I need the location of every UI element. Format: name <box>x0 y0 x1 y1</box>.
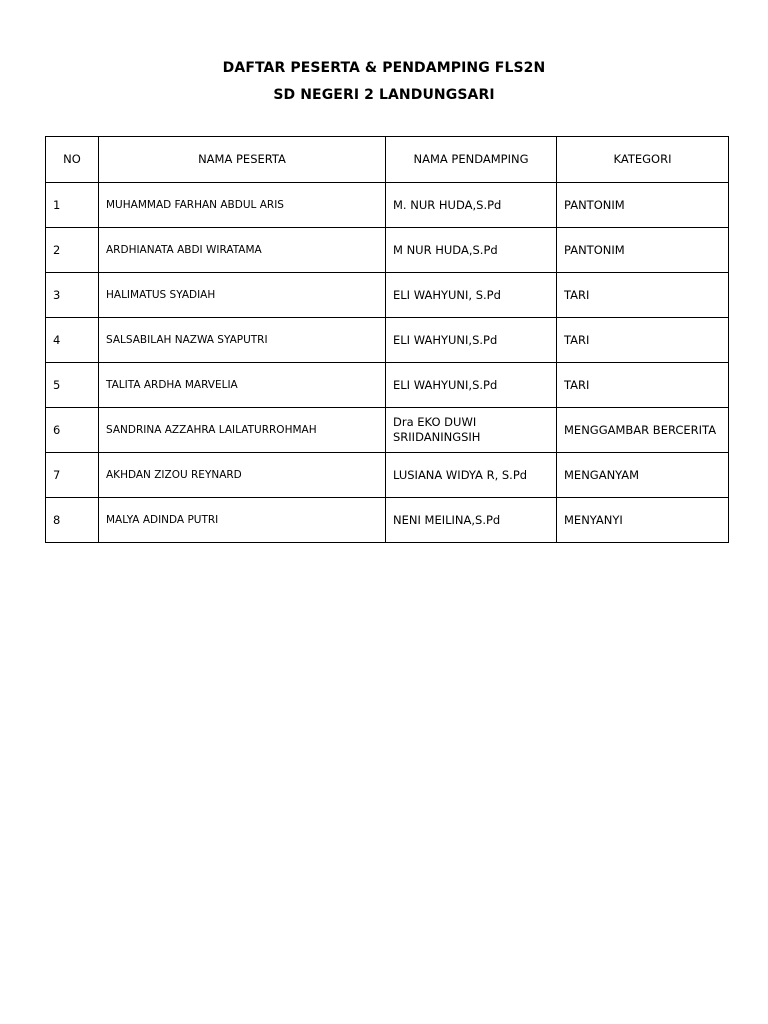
column-header-nama-pendamping: NAMA PENDAMPING <box>386 137 557 183</box>
cell-no: 1 <box>46 183 99 228</box>
cell-nama-pendamping: ELI WAHYUNI,S.Pd <box>386 363 557 408</box>
table-row <box>46 318 729 363</box>
cell-nama-peserta: TALITA ARDHA MARVELIA <box>99 363 386 408</box>
cell-kategori: MENGANYAM <box>557 453 729 498</box>
table-row <box>46 453 729 498</box>
cell-nama-pendamping: M. NUR HUDA,S.Pd <box>386 183 557 228</box>
column-header-kategori: KATEGORI <box>557 137 729 183</box>
table-row <box>46 273 729 318</box>
cell-no: 5 <box>46 363 99 408</box>
table-row <box>46 408 729 453</box>
table-row <box>46 363 729 408</box>
table-row <box>46 183 729 228</box>
cell-nama-pendamping: M NUR HUDA,S.Pd <box>386 228 557 273</box>
document-subtitle: SD NEGERI 2 LANDUNGSARI <box>273 87 495 103</box>
cell-kategori: TARI <box>557 273 729 318</box>
column-header-nama-peserta: NAMA PESERTA <box>99 137 386 183</box>
cell-no: 2 <box>46 228 99 273</box>
cell-nama-pendamping: ELI WAHYUNI, S.Pd <box>386 273 557 318</box>
cell-kategori: PANTONIM <box>557 183 729 228</box>
cell-no: 8 <box>46 498 99 543</box>
cell-no: 4 <box>46 318 99 363</box>
cell-kategori: TARI <box>557 318 729 363</box>
cell-no: 7 <box>46 453 99 498</box>
table-row <box>46 228 729 273</box>
cell-nama-peserta: SANDRINA AZZAHRA LAILATURROHMAH <box>99 408 386 453</box>
cell-kategori: PANTONIM <box>557 228 729 273</box>
participants-table <box>45 136 729 543</box>
cell-nama-pendamping: Dra EKO DUWI SRIIDANINGSIH <box>386 408 557 453</box>
table-header-row <box>46 137 729 183</box>
cell-nama-peserta: AKHDAN ZIZOU REYNARD <box>99 453 386 498</box>
column-header-no: NO <box>46 137 99 183</box>
cell-nama-peserta: HALIMATUS SYADIAH <box>99 273 386 318</box>
cell-nama-peserta: ARDHIANATA ABDI WIRATAMA <box>99 228 386 273</box>
cell-no: 3 <box>46 273 99 318</box>
cell-nama-pendamping: LUSIANA WIDYA R, S.Pd <box>386 453 557 498</box>
cell-kategori: TARI <box>557 363 729 408</box>
cell-nama-peserta: MALYA ADINDA PUTRI <box>99 498 386 543</box>
cell-no: 6 <box>46 408 99 453</box>
cell-nama-peserta: SALSABILAH NAZWA SYAPUTRI <box>99 318 386 363</box>
cell-nama-pendamping: ELI WAHYUNI,S.Pd <box>386 318 557 363</box>
cell-kategori: MENYANYI <box>557 498 729 543</box>
cell-kategori: MENGGAMBAR BERCERITA <box>557 408 729 453</box>
cell-nama-pendamping: NENI MEILINA,S.Pd <box>386 498 557 543</box>
cell-nama-peserta: MUHAMMAD FARHAN ABDUL ARIS <box>99 183 386 228</box>
document-title: DAFTAR PESERTA & PENDAMPING FLS2N <box>222 60 546 76</box>
table-row <box>46 498 729 543</box>
